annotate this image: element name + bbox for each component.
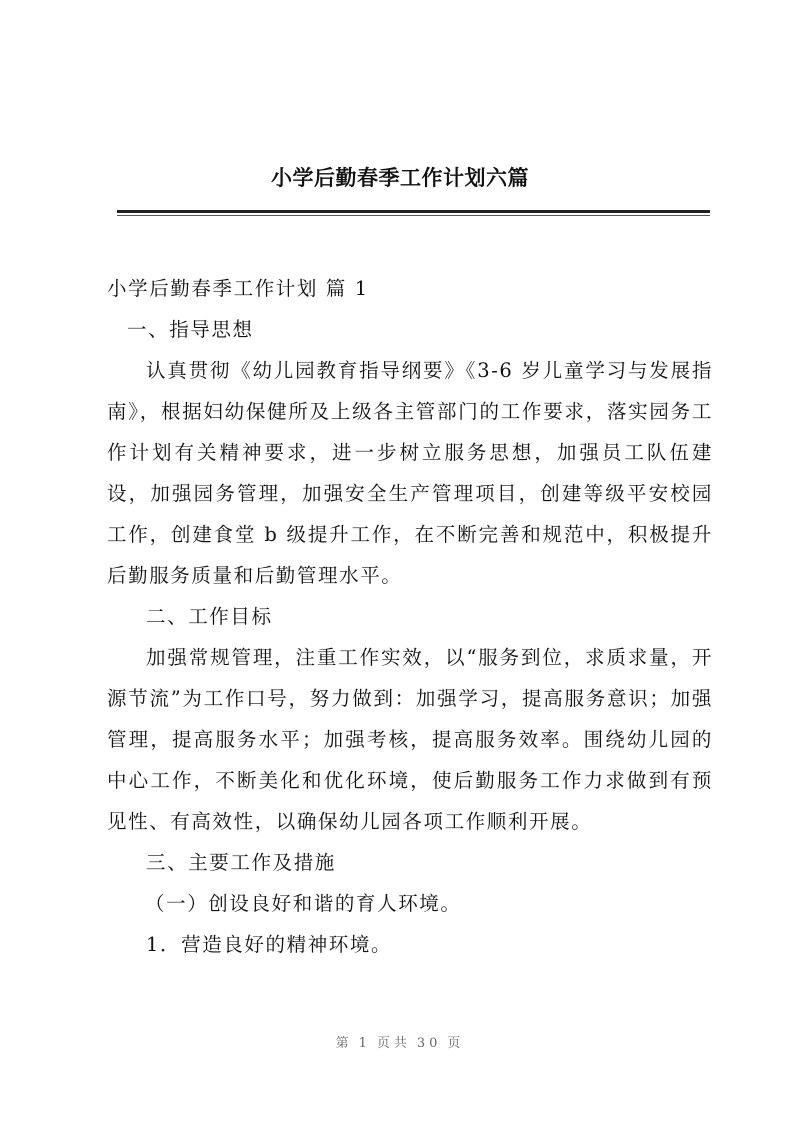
document-body [107, 268, 713, 965]
subheading-guiding-ideology: 一、指导思想 [127, 318, 254, 341]
footer-page-number: 1 [358, 1036, 371, 1051]
footer-middle: 页共 [376, 1036, 411, 1051]
page-footer [0, 1032, 800, 1051]
subheading-work-goals: 二、工作目标 [146, 605, 273, 628]
footer-prefix: 第 [335, 1036, 353, 1051]
footer-total-pages: 30 [416, 1036, 442, 1051]
paragraph-work-goals: 加强常规管理，注重工作实效，以“服务到位，求质求量，开源节流”为工作口号，努力做到：加强学习，提高服务意识；加强管理，提高服务水平；加强考核，提高服务效率。围绕幼儿园的中心工作，不断美化和优化环境，使后勤服务工作力求做到有预见性、有高效性，以确保幼儿园各项工作顺利开展。 [107, 646, 713, 833]
list-item-spiritual-environment: 1．营造良好的精神环境。 [146, 933, 393, 956]
footer-suffix: 页 [447, 1036, 465, 1051]
section-heading: 小学后勤春季工作计划 篇 1 [107, 277, 369, 300]
document-title: 小学后勤春季工作计划六篇 [271, 166, 529, 190]
subheading-main-work: 三、主要工作及措施 [146, 851, 336, 874]
paragraph-guiding-ideology: 认真贯彻《幼儿园教育指导纲要》《3-6 岁儿童学习与发展指南》，根据妇幼保健所及上级各主管部门的工作要求，落实园务工作计划有关精神要求，进一步树立服务思想，加强员工队伍建设，加强园务管理，加强安全生产管理项目，创建等级平安校园工作，创建食堂 b 级提升工作，在不断完善和规范中，积极提升后勤服务质量和后勤管理水平。 [107, 359, 713, 587]
title-divider-thin [117, 215, 710, 216]
subheading-environment: （一）创设良好和谐的育人环境。 [145, 892, 462, 915]
title-divider [117, 210, 710, 213]
